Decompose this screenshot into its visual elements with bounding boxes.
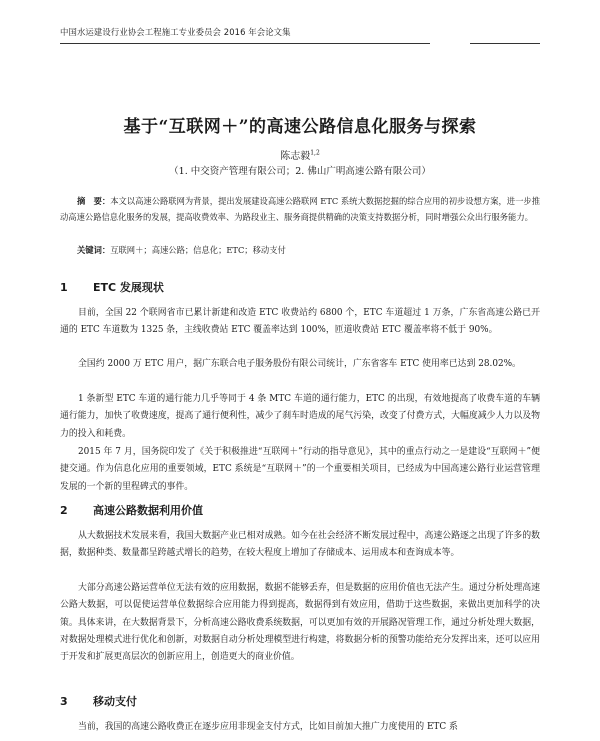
running-header: 中国水运建设行业协会工程施工专业委员会 2016 年会论文集 — [60, 27, 291, 37]
author-sup: 1,2 — [310, 149, 320, 157]
abstract-label: 摘 要： — [77, 196, 111, 206]
paragraph: 2015 年 7 月，国务院印发了《关于积极推进“互联网＋”行动的指导意见》，其中的重点行动之一是建设“互联网＋”便捷交通。作为信息化应用的重要领域，ETC 系统是“互联网＋”的一个重要相关项目，已经成为中国高速公路行业运营管理发展的一个新的里程碑式的事件。 — [60, 447, 540, 492]
abstract — [60, 193, 540, 225]
section-heading-1 — [60, 279, 164, 295]
article-title: 基于“互联网＋”的高速公路信息化服务与探索 — [123, 117, 477, 137]
section-heading-2 — [60, 502, 203, 518]
paragraph: 1 条新型 ETC 车道的通行能力几乎等同于 4 条 MTC 车道的通行能力，ETC 的出现，有效地提高了收费车道的车辆通行能力，加快了收费速度，提高了通行便利性，减少了刹车时造成的尾气污染，改变了付费方式，大幅度减少人力以及物力的投入和耗费。 — [60, 394, 540, 439]
paragraph: 全国约 2000 万 ETC 用户，据广东联合电子服务股份有限公司统计，广东省客车 ETC 使用率已达到 28.02%。 — [78, 359, 521, 369]
paragraph: 大部分高速公路运营单位无法有效的应用数据，数据不能够丢弃，但是数据的应用价值也无法产生。通过分析处理高速公路大数据，可以促使运营单位数据综合应用能力得到提高，数据得到有效应用，借助于这些数据，来做出更加科学的决策。具体来讲，在大数据背景下，分析高速公路收费系统数据，可以更加有效的开展路况管理工作，通过分析处理大数据，对数据处理模式进行优化和创新，对数据自动分析处理模型进行构建，将数据分析的预警功能给充分发挥出来，还可以应用于开发和扩展更高层次的创新应用上，创造更大的商业价值。 — [60, 583, 540, 663]
paragraph: 从大数据技术发展来看，我国大数据产业已相对成熟。如今在社会经济不断发展过程中，高速公路逐之出现了许多的数据，数据种类、数量都呈跨越式增长的趋势，在较大程度上增加了存储成本、运用成本和查询成本等。 — [60, 531, 540, 559]
section-heading-3 — [60, 693, 137, 709]
keywords — [60, 244, 540, 256]
section-title: 高速公路数据利用价值 — [93, 504, 203, 517]
section-number: 1 — [60, 281, 68, 294]
section-number: 3 — [60, 695, 68, 708]
author-line — [0, 147, 600, 162]
abstract-text: 本文以高速公路联网为背景，提出发展建设高速公路联网 ETC 系统大数据挖掘的综合应用的初步设想方案，进一步推动高速公路信息化服务的发展，提高收费效率、为路段业主、服务商提供精确的决策支持数据分析，同时增强公众出行服务能力。 — [60, 196, 540, 222]
section-title: ETC 发展现状 — [93, 281, 164, 294]
keywords-text: 互联网＋；高速公路；信息化；ETC；移动支付 — [110, 245, 286, 255]
paragraph: 当前，我国的高速公路收费正在逐步应用非现金支付方式，比如目前加大推广力度使用的 ETC 系 — [78, 722, 458, 732]
header-rule — [60, 43, 430, 44]
section-number: 2 — [60, 504, 68, 517]
author-name: 陈志毅 — [280, 151, 311, 162]
paragraph: 目前，全国 22 个联网省市已累计新建和改造 ETC 收费站约 6800 个，ETC 车道超过 1 万条，广东省高速公路已开通的 ETC 车道数为 1325 条，主线收费站 ETC 覆盖率达到 100%，匝道收费站 ETC 覆盖率将不低于 90%。 — [60, 308, 540, 336]
header-rule-right — [470, 43, 540, 44]
keywords-label: 关键词： — [77, 245, 111, 255]
affiliation: （1. 中交资产管理有限公司；2. 佛山广明高速公路有限公司） — [169, 166, 431, 177]
section-title: 移动支付 — [93, 695, 137, 708]
